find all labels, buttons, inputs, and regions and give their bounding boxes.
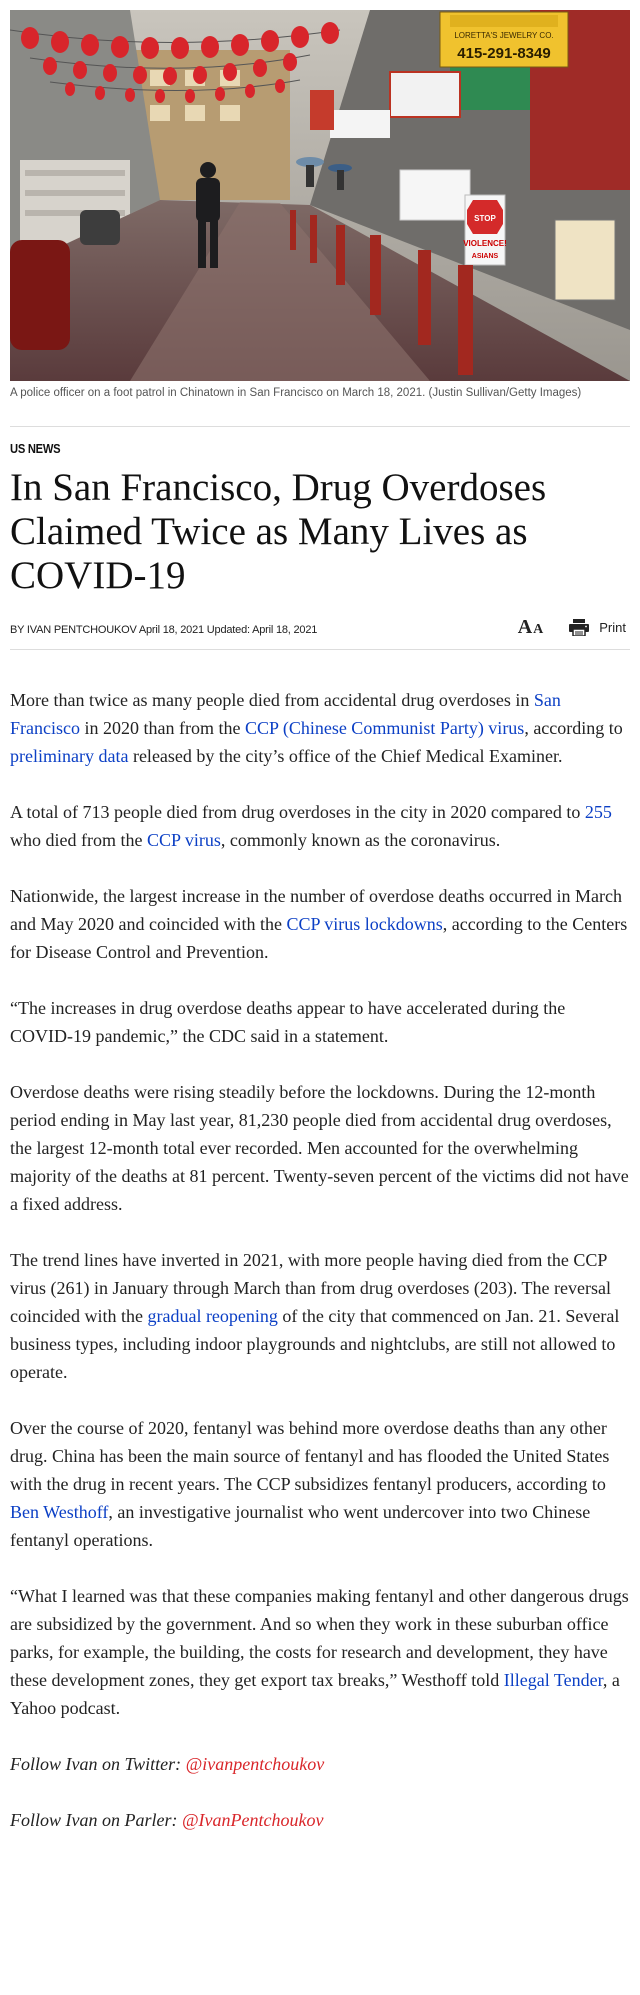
caption-divider (10, 426, 630, 427)
hero-photo (10, 10, 630, 381)
link-san-francisco[interactable]: San Francisco (10, 690, 561, 738)
font-size-large-icon: A (517, 615, 533, 638)
article-title: In San Francisco, Drug Overdoses Claimed Twice as Many Lives as COVID-19 (10, 466, 547, 597)
print-button[interactable] (569, 619, 626, 636)
store-sign-phone: 415-291-8349 (457, 45, 551, 62)
paragraph-3 (10, 882, 630, 966)
text-run: , according to the Centers for Disease Control and Prevention. (10, 914, 628, 962)
paragraph-8 (10, 1582, 630, 1722)
byline (10, 624, 317, 636)
text-run: “What I learned was that these companies making fentanyl and other dangerous drugs are subsidized by the government. And so when they work in these suburban office parks, for example, the building, the costs for research and development, they have these development zones, they get export tax breaks,” Westhoff told (10, 1586, 629, 1690)
link-ben-westhoff[interactable]: Ben Westhoff (10, 1502, 109, 1522)
store-sign-name: LORETTA'S JEWELRY CO. (454, 31, 554, 40)
link-ccp-virus-2[interactable]: CCP virus (146, 830, 221, 850)
link-preliminary-data[interactable]: preliminary data (10, 746, 129, 766)
article-body (10, 686, 630, 1862)
link-ccp-virus-lockdowns[interactable]: CCP virus lockdowns (286, 914, 443, 934)
link-illegal-tender[interactable]: Illegal Tender (503, 1670, 603, 1690)
printer-icon (569, 619, 589, 636)
stop-sign-text: STOP (474, 214, 496, 223)
font-size-small-icon: A (533, 621, 544, 637)
parler-handle-link[interactable]: @IvanPentchoukov (181, 1810, 324, 1830)
follow-twitter-label: Follow Ivan on Twitter: (10, 1754, 186, 1774)
violence-sign-text: VIOLENCE! (463, 239, 507, 248)
link-ccp-virus[interactable]: CCP (Chinese Communist Party) virus (244, 718, 525, 738)
twitter-handle-link[interactable]: @ivanpentchoukov (185, 1754, 325, 1774)
paragraph-4: “The increases in drug overdose deaths appear to have accelerated during the COVID-19 pandemic,” the CDC said in a statement. (10, 998, 566, 1046)
photo-caption: A police officer on a foot patrol in Chinatown in San Francisco on March 18, 2021. (Justin Sullivan/Getty Images) (10, 387, 582, 399)
text-run: Over the course of 2020, fentanyl was behind more overdose deaths than any other drug. China has been the main source of fentanyl and has flooded the United States with the drug in recent years. The CCP subsidizes fentanyl producers, according to (10, 1418, 610, 1494)
paragraph-2 (10, 798, 630, 854)
paragraph-7 (10, 1414, 630, 1554)
text-run: in 2020 than from the (79, 718, 245, 738)
article-tools (518, 615, 626, 639)
link-gradual-reopening[interactable]: gradual reopening (147, 1306, 278, 1326)
print-label: Print (599, 619, 626, 635)
link-255[interactable]: 255 (584, 802, 612, 822)
text-run: , a Yahoo podcast. (10, 1670, 620, 1718)
hero-photo-illustration (10, 10, 630, 381)
paragraph-6 (10, 1246, 630, 1386)
text-run: More than twice as many people died from accidental drug overdoses in (10, 690, 534, 710)
text-run: The trend lines have inverted in 2021, with more people having died from the CCP virus (261) in January through March than from drug overdoses (203). The reversal coincided with the (10, 1250, 612, 1326)
text-run: released by the city’s office of the Chief Medical Examiner. (128, 746, 563, 766)
asians-sign-text: ASIANS (471, 253, 499, 260)
follow-parler (10, 1806, 630, 1834)
text-run: , according to (524, 718, 623, 738)
publish-dates: April 18, 2021 Updated: April 18, 2021 (138, 624, 318, 636)
text-run: who died from the (10, 830, 147, 850)
author-name[interactable]: BY IVAN PENTCHOUKOV (10, 624, 137, 636)
section-label[interactable]: US NEWS (10, 441, 61, 456)
paragraph-1 (10, 686, 630, 770)
text-run: , an investigative journalist who went undercover into two Chinese fentanyl operations. (10, 1502, 591, 1550)
paragraph-5: Overdose deaths were rising steadily before the lockdowns. During the 12-month period ending in May last year, 81,230 people died from accidental drug overdoses, the largest 12-month total ever recorded. Men accounted for the overwhelming majority of the deaths at 81 percent. Twenty-seven percent of the victims did not have a fixed address. (10, 1082, 629, 1214)
text-run: , commonly known as the coronavirus. (220, 830, 501, 850)
text-run: A total of 713 people died from drug overdoses in the city in 2020 compared to (10, 802, 585, 822)
font-size-button[interactable] (518, 616, 544, 639)
text-run: Nationwide, the largest increase in the number of overdose deaths occurred in March and May 2020 and coincided with the (10, 886, 622, 934)
follow-parler-label: Follow Ivan on Parler: (10, 1810, 182, 1830)
follow-twitter (10, 1750, 630, 1778)
text-run: of the city that commenced on Jan. 21. Several business types, including indoor playgrounds and nightclubs, are still not allowed to operate. (10, 1306, 620, 1382)
byline-divider (10, 649, 630, 650)
